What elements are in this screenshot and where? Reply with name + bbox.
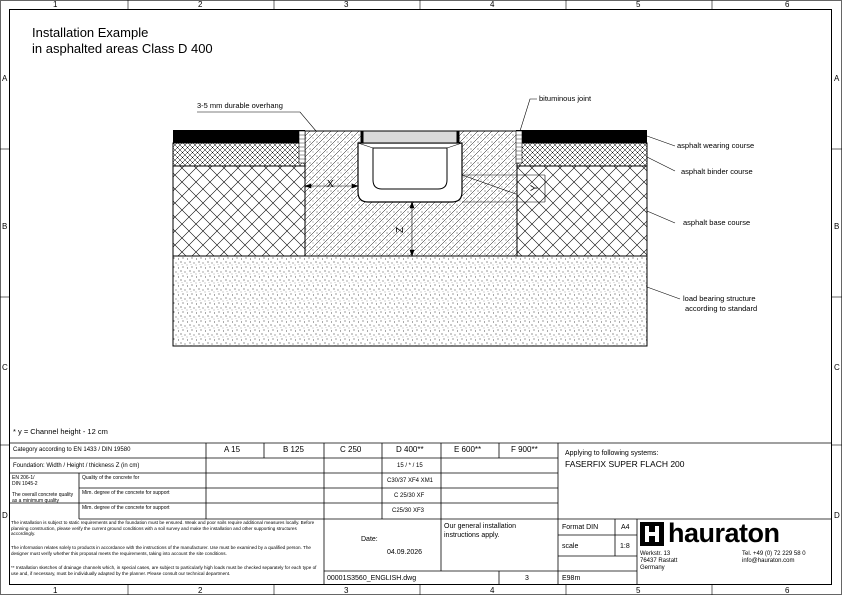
grid-row-b: B [2,222,8,231]
load-bearing-layer [173,256,647,346]
label-load-1: load bearing structure [683,294,756,303]
overall-quality-main: The overall concrete quality [12,492,74,498]
grid-col-5: 5 [636,0,641,9]
label-base: asphalt base course [683,218,751,227]
grid-col-5-bottom: 5 [636,586,641,595]
grid-row-a: A [2,74,8,83]
grid-col-3: 3 [344,0,349,9]
label-wearing: asphalt wearing course [677,141,755,150]
en-label-1: EN 206-1/ [12,475,35,481]
hauraton-logo-mark [640,522,664,546]
quality-3-label: Mim. degree of the concrete for support [82,505,170,511]
grid-col-4: 4 [490,0,495,9]
grid-row-c: C [2,363,8,372]
en-label-2: DIN 1045-2 [12,481,38,487]
grid-col-2: 2 [198,0,203,9]
general-line2: instructions apply. [444,532,500,539]
class-c250: C 250 [340,445,362,454]
channel-grating [362,131,458,143]
note-3: ** Installation sketches of drainage channels which, in special cases, are subject to particularly high loads must be checked separately for each type of use and, if necessary, must be individually adapted by the planner. Please consult our technical department. [11,565,317,576]
quality-3-value: C25/30 XF3 [392,508,425,514]
class-d400: D 400** [396,445,424,454]
grid-col-1-bottom: 1 [53,586,58,595]
grid-col-4-bottom: 4 [490,586,495,595]
note-2: The information relates solely to products in accordance with the instructions of the manufacturer. Use must be examined by a qualified person. The designer must verify whether this proposal meets the requirements, taking into account the site conditions. [11,545,311,556]
dim-x: X [327,179,334,190]
grid-col-1: 1 [53,0,58,9]
grid-row-d-right: D [834,511,840,520]
company-street: Werkstr. 13 [640,551,671,557]
class-a15: A 15 [224,445,241,454]
grid-col-6: 6 [785,0,790,9]
scale-value: 1:8 [620,543,630,550]
grid-row-b-right: B [834,222,840,231]
applying-system: FASERFIX SUPER FLACH 200 [565,459,685,469]
quality-2-value: C 25/30 XF [394,493,425,499]
asphalt-base-left [173,166,305,256]
overall-quality-sub: as a minimum quality [12,498,59,504]
class-e600: E 600** [454,445,482,454]
label-overhang: 3-5 mm durable overhang [197,101,283,110]
company-tel: Tel. +49 (0) 72 229 58 0 [742,551,806,557]
foundation-value: 15 / * / 15 [397,463,423,469]
channel-inner [373,148,447,189]
grid-row-d: D [2,511,8,520]
format-value: A4 [621,524,630,531]
asphalt-wearing-right [516,130,647,143]
company-email: info@hauraton.com [742,558,795,564]
company-country: Germany [640,565,665,571]
date-label: Date: [361,536,378,543]
asphalt-binder-right [516,143,647,166]
grid-col-6-bottom: 6 [785,586,790,595]
grid-row-a-right: A [834,74,840,83]
scale-label: scale [562,543,579,550]
file-name: 00001S3560_ENGLISH.dwg [327,575,417,582]
grid-col-2-bottom: 2 [198,586,203,595]
foundation-label: Foundation: Width / Height / thickness Z (in cm) [13,463,140,469]
asphalt-binder-left [173,143,305,166]
category-label: Category according to EN 1433 / DIN 19580 [13,447,131,453]
quality-1-value: C30/37 XF4 XM1 [387,478,434,484]
grid-col-3-bottom: 3 [344,586,349,595]
drawing-title-line1: Installation Example [32,25,149,40]
company-city: 76437 Rastatt [640,558,678,564]
asphalt-base-right [516,166,647,256]
general-line1: Our general installation [444,523,516,530]
date-value: 04.09.2026 [387,549,423,556]
file-code: E98m [562,575,581,582]
label-binder: asphalt binder course [681,167,753,176]
grid-row-c-right: C [834,363,840,372]
quality-2-label: Mim. degree of the concrete for support [82,490,170,496]
asphalt-wearing-left [173,130,305,143]
dim-z: Z [395,226,407,234]
class-f900: F 900** [511,445,538,454]
note-1: The installation is subject to static requirements and the foundation must be ensured. Weak and poor soils require additional measures locally. Before planning construction, please verify the current ground conditions with a soil survey and make the installation and other supporting structures accordingly. [11,520,315,537]
footnote: * y = Channel height - 12 cm [13,427,108,436]
hauraton-logo: hauraton [668,518,780,548]
dim-y: Y [529,184,541,192]
quality-1-label: Quality of the concrete for [82,475,140,481]
format-label: Format DIN [562,524,599,531]
class-b125: B 125 [283,445,304,454]
label-load-2: according to standard [685,304,758,313]
label-joint: bituminous joint [539,94,592,103]
drawing-title-line2: in asphalted areas Class D 400 [32,41,213,56]
applying-label: Applying to following systems: [565,450,659,457]
file-rev: 3 [525,575,529,582]
